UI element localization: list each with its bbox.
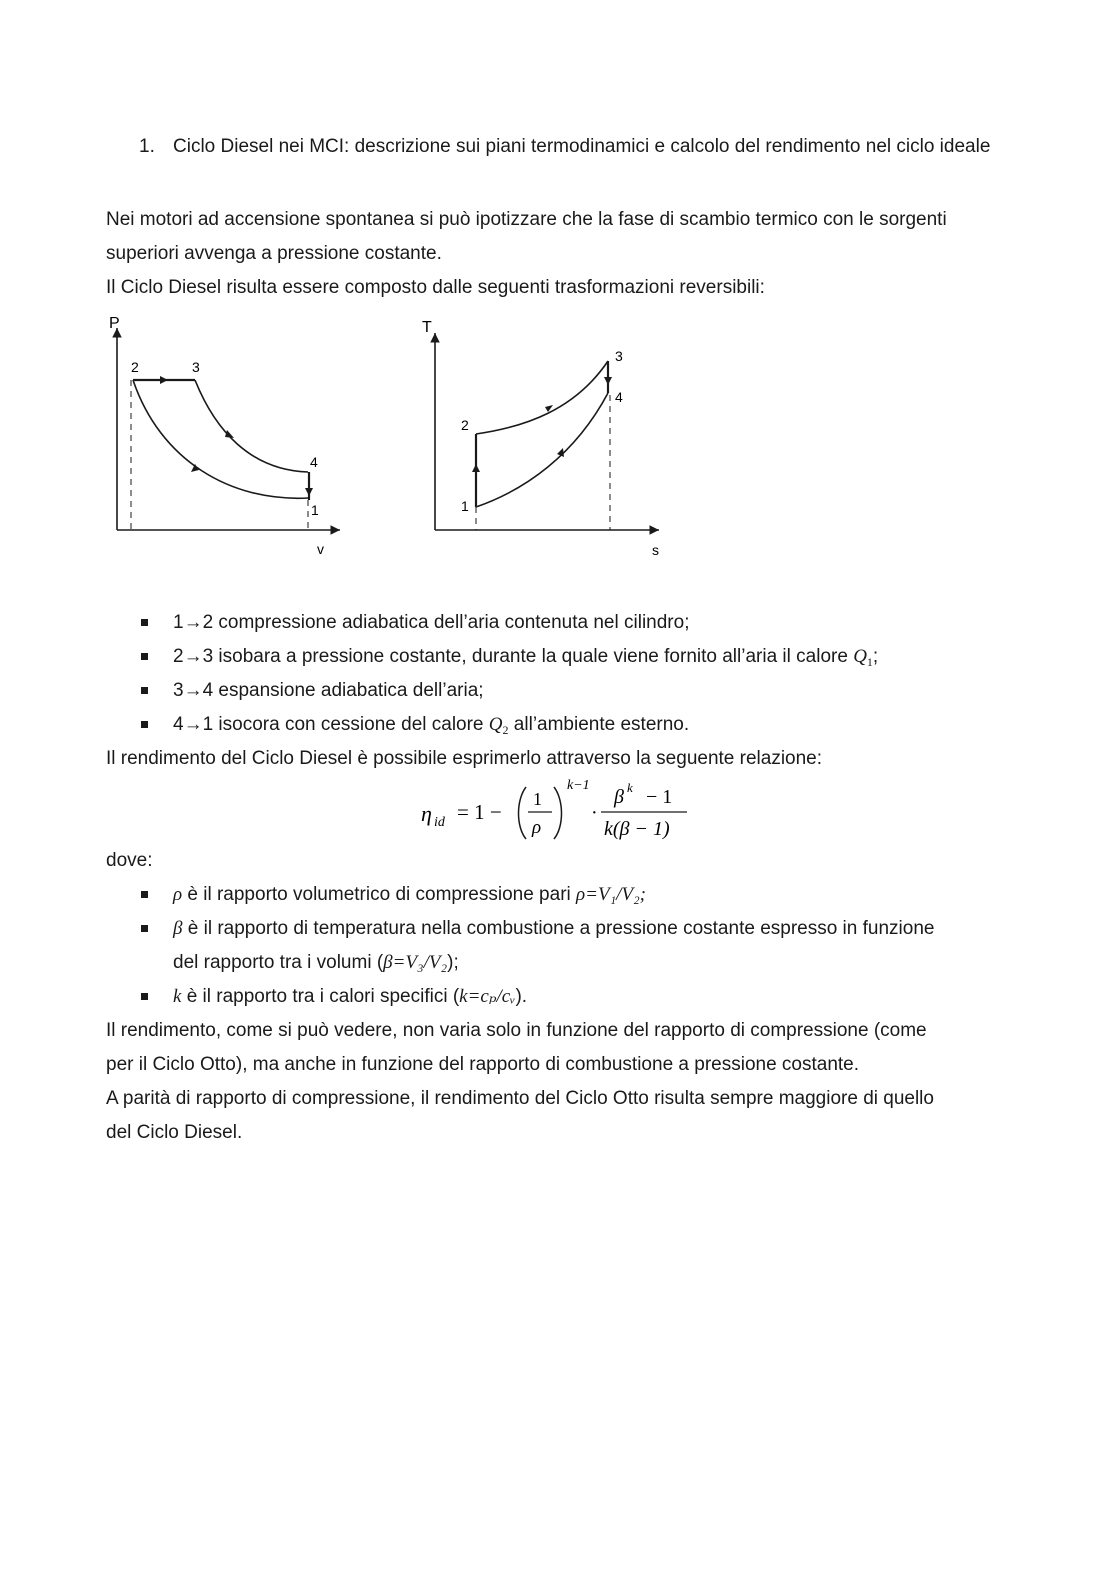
step-1-2: 1→2 compressione adiabatica dell’aria contenuta nel cilindro; xyxy=(173,612,690,633)
svg-text:k: k xyxy=(627,780,633,795)
where-label: dove: xyxy=(106,850,153,871)
bullet-marker xyxy=(141,925,148,932)
heading-number: 1. xyxy=(139,136,155,157)
conclusion-line-4: del Ciclo Diesel. xyxy=(106,1122,243,1143)
pv-compression-1-2 xyxy=(133,380,308,498)
svg-text:ρ: ρ xyxy=(532,817,542,838)
ts-point-4: 4 xyxy=(615,389,623,405)
pv-point-3: 3 xyxy=(192,359,200,375)
bullet-marker xyxy=(141,891,148,898)
ts-y-label: T xyxy=(422,319,432,336)
bullet-marker xyxy=(141,687,148,694)
efficiency-intro: Il rendimento del Ciclo Diesel è possibile esprimerlo attraverso la seguente relazione: xyxy=(106,748,823,769)
svg-text:= 1 −: = 1 − xyxy=(457,800,502,824)
step-2-3: 2→3 isobara a pressione costante, durante la quale viene fornito all’aria il calore $Q_1$; xyxy=(173,646,879,669)
step-4-1: 4→1 isocora con cessione del calore $Q_2$ all’ambiente esterno. xyxy=(173,714,690,737)
ts-isobar-2-3 xyxy=(476,361,608,434)
pv-point-4: 4 xyxy=(310,454,318,470)
svg-text:k(β − 1): k(β − 1) xyxy=(604,818,670,840)
svg-text:− 1: − 1 xyxy=(646,786,673,808)
svg-text:1: 1 xyxy=(533,789,542,809)
ts-diagram xyxy=(415,315,675,565)
def-beta-line-2: del rapporto tra i volumi (β=V₃/V₂); xyxy=(173,952,459,973)
ts-isochore-4-1 xyxy=(476,393,608,507)
pv-expansion-3-4 xyxy=(195,380,308,472)
pv-diagram xyxy=(100,310,360,565)
bullet-marker xyxy=(141,993,148,1000)
pv-point-2: 2 xyxy=(131,359,139,375)
ts-x-label: s xyxy=(652,542,659,558)
conclusion-line-2: per il Ciclo Otto), ma anche in funzione del rapporto di combustione a pressione costante. xyxy=(106,1054,860,1075)
ts-point-2: 2 xyxy=(461,417,469,433)
svg-text:·: · xyxy=(591,802,598,824)
bullet-marker xyxy=(141,619,148,626)
svg-text:β: β xyxy=(614,786,624,808)
heading-title: Ciclo Diesel nei MCI: descrizione sui piani termodinamici e calcolo del rendimento nel ciclo ideale xyxy=(173,136,991,157)
pv-point-1: 1 xyxy=(311,502,319,518)
ts-point-1: 1 xyxy=(461,498,469,514)
pv-y-label: P xyxy=(109,315,120,332)
def-beta-line-1: β è il rapporto di temperatura nella combustione a pressione costante espresso in funzione xyxy=(173,918,935,939)
def-k: k è il rapporto tra i calori specifici (k=cₚ/cᵥ). xyxy=(173,986,528,1007)
intro-line-1: Nei motori ad accensione spontanea si può ipotizzare che la fase di scambio termico con le sorgenti xyxy=(106,209,947,230)
bullet-marker xyxy=(141,653,148,660)
ts-point-3: 3 xyxy=(615,348,623,364)
step-3-4: 3→4 espansione adiabatica dell’aria; xyxy=(173,680,484,701)
intro-line-2: superiori avvenga a pressione costante. xyxy=(106,243,442,264)
svg-text:η: η xyxy=(421,801,432,826)
pv-x-label: v xyxy=(317,541,324,557)
def-rho: ρ è il rapporto volumetrico di compressione pari ρ=V₁/V₂; xyxy=(173,884,647,905)
svg-text:id: id xyxy=(434,815,445,830)
intro-line-3: Il Ciclo Diesel risulta essere composto dalle seguenti trasformazioni reversibili: xyxy=(106,277,765,298)
conclusion-line-1: Il rendimento, come si può vedere, non varia solo in funzione del rapporto di compressione (come xyxy=(106,1020,927,1041)
svg-text:k−1: k−1 xyxy=(567,778,590,793)
conclusion-line-3: A parità di rapporto di compressione, il rendimento del Ciclo Otto risulta sempre maggiore di quello xyxy=(106,1088,934,1109)
bullet-marker xyxy=(141,721,148,728)
efficiency-formula xyxy=(415,775,705,850)
